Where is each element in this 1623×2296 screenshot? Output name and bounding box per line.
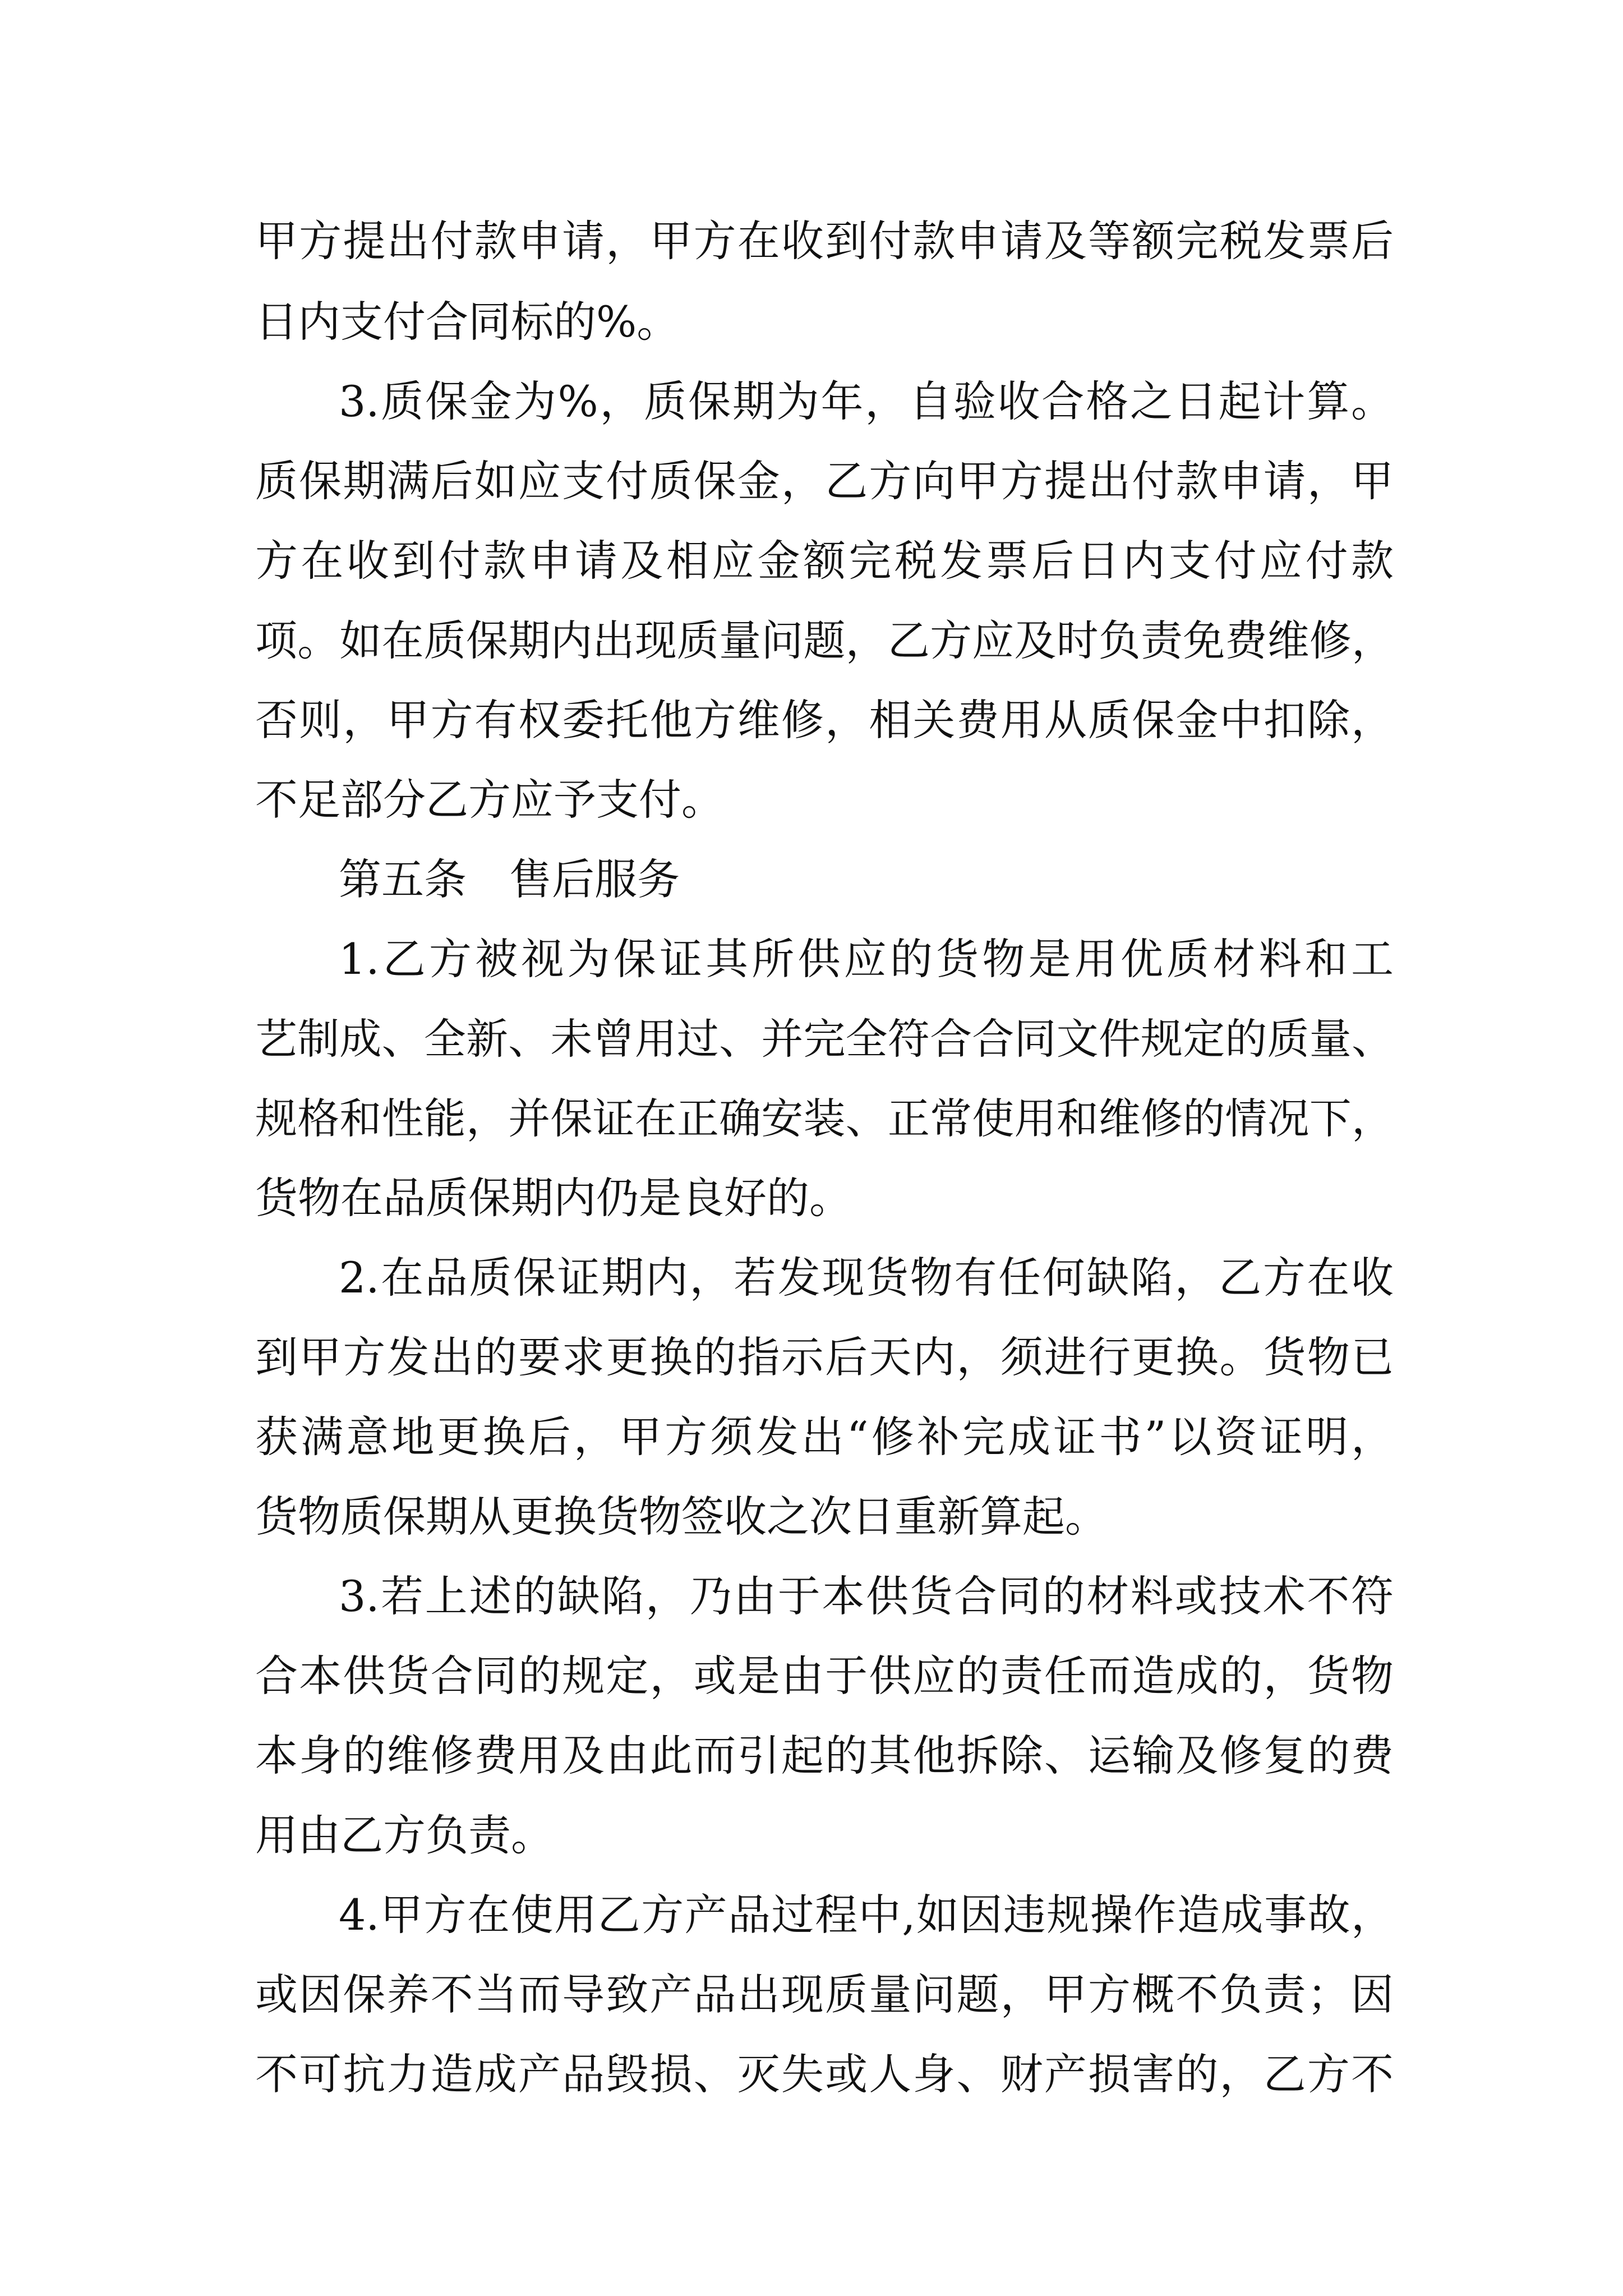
text-line: 1.乙方被视为保证其所供应的货物是用优质材料和工 xyxy=(339,934,1394,984)
text-line: 规格和性能，并保证在正确安装、正常使用和维修的情况下， xyxy=(255,1094,1394,1143)
text-line: 方在收到付款申请及相应金额完税发票后日内支付应付款 xyxy=(255,536,1394,586)
text-line: 用由乙方负责。 xyxy=(255,1810,554,1860)
text-line: 甲方提出付款申请，甲方在收到付款申请及等额完税发票后 xyxy=(255,216,1394,266)
text-line: 不足部分乙方应予支付。 xyxy=(255,775,724,825)
text-line: 质保期满后如应支付质保金，乙方向甲方提出付款申请，甲 xyxy=(255,456,1394,506)
text-line: 艺制成、全新、未曾用过、并完全符合合同文件规定的质量、 xyxy=(255,1014,1394,1064)
text-line: 4.甲方在使用乙方产品过程中,如因违规操作造成事故， xyxy=(339,1890,1394,1940)
text-line: 到甲方发出的要求更换的指示后天内，须进行更换。货物已 xyxy=(255,1332,1394,1382)
section-heading: 第五条 售后服务 xyxy=(339,854,680,904)
text-line: 获满意地更换后，甲方须发出“修补完成证书”以资证明， xyxy=(255,1412,1394,1462)
text-line: 项。如在质保期内出现质量问题，乙方应及时负责免费维修， xyxy=(255,616,1394,665)
text-line: 本身的维修费用及由此而引起的其他拆除、运输及修复的费 xyxy=(255,1731,1394,1780)
text-line: 不可抗力造成产品毁损、灭失或人身、财产损害的，乙方不 xyxy=(255,2049,1394,2099)
text-line: 3.质保金为%，质保期为年，自验收合格之日起计算。 xyxy=(339,376,1394,426)
text-line: 日内支付合同标的%。 xyxy=(255,297,680,347)
text-line: 货物质保期从更换货物签收之次日重新算起。 xyxy=(255,1492,1108,1542)
text-line: 合本供货合同的规定，或是由于供应的责任而造成的，货物 xyxy=(255,1651,1394,1701)
text-line: 3.若上述的缺陷，乃由于本供货合同的材料或技术不符 xyxy=(339,1571,1394,1621)
text-line: 2.在品质保证期内，若发现货物有任何缺陷，乙方在收 xyxy=(339,1253,1394,1303)
text-line: 否则，甲方有权委托他方维修，相关费用从质保金中扣除， xyxy=(255,695,1394,745)
text-line: 或因保养不当而导致产品出现质量问题，甲方概不负责；因 xyxy=(255,1970,1394,2019)
text-line: 货物在品质保期内仍是良好的。 xyxy=(255,1173,852,1223)
